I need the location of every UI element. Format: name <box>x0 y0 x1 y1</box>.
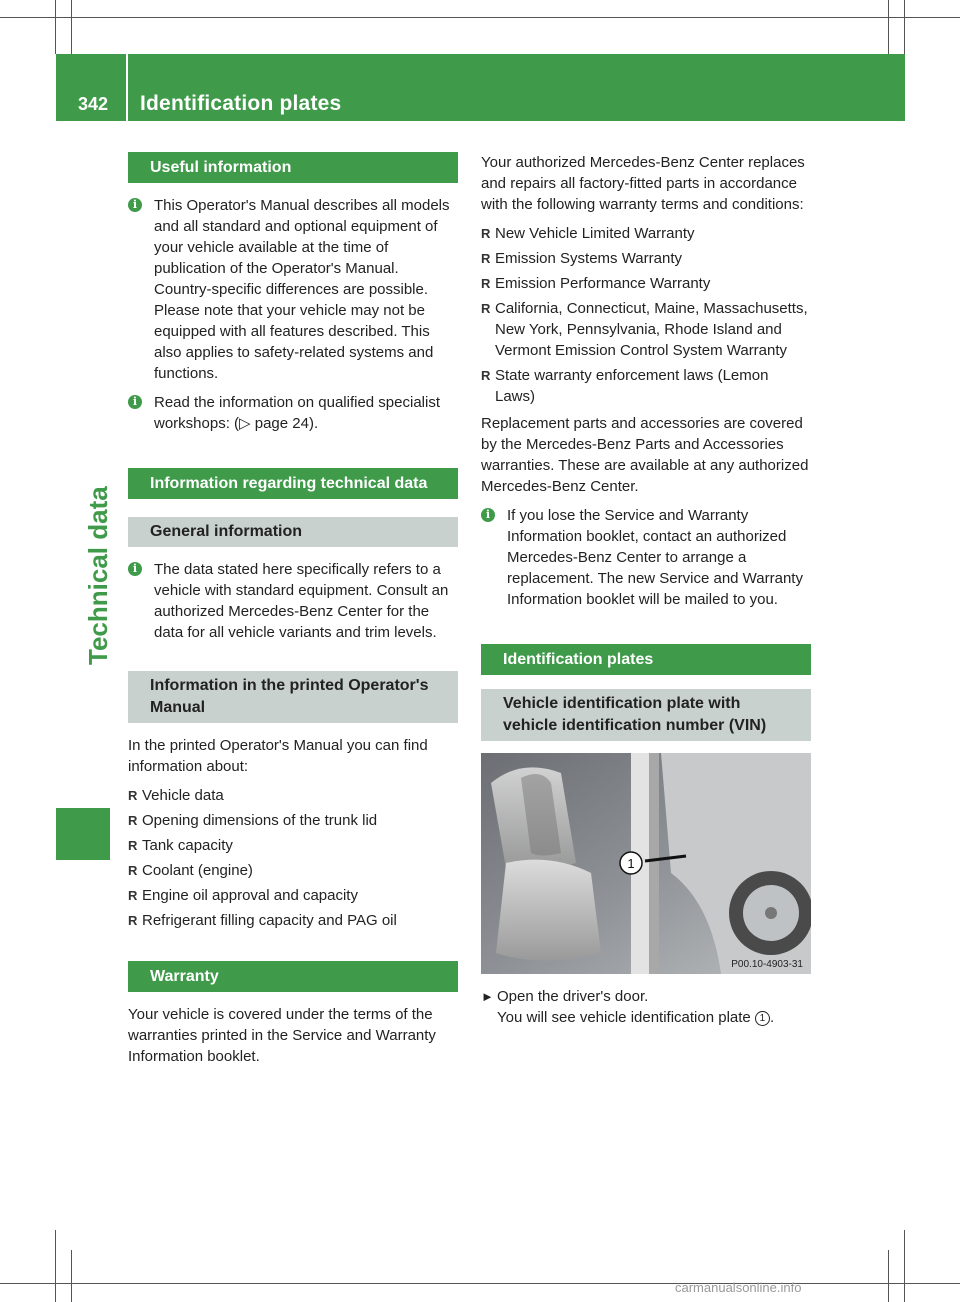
instruction-step <box>481 986 811 1028</box>
info-text <box>142 392 458 434</box>
list-item: R Opening dimensions of the trunk lid <box>128 810 458 831</box>
right-column <box>481 152 811 1028</box>
page-reference-arrow-icon: ▷ <box>239 415 251 432</box>
info-icon: i <box>128 562 142 576</box>
section-heading-useful-info: Useful information <box>128 152 458 183</box>
crop-mark <box>888 0 889 54</box>
list-item: R Emission Performance Warranty <box>481 273 811 294</box>
paragraph: Your authorized Mercedes-Benz Center replaces and repairs all factory-fitted parts in accordance with the following warranty terms and conditions: <box>481 154 805 213</box>
subheading-vin-plate: Vehicle identification plate with vehicle identification number (VIN) <box>481 689 811 741</box>
subheading-printed-manual: Information in the printed Operator's Manual <box>128 671 458 723</box>
result-text-suffix: . <box>769 1009 775 1026</box>
bullet-list <box>128 785 458 931</box>
info-note <box>128 392 458 434</box>
page-title: Identification plates <box>140 92 342 115</box>
info-note <box>128 195 458 384</box>
side-tab-marker <box>56 808 110 860</box>
info-text: The data stated here specifically refers to a vehicle with standard equipment. Consult an authorized Mercedes-Benz Center for the data for all vehicle variants and trim levels. <box>154 561 449 641</box>
list-item: R Engine oil approval and capacity <box>128 885 458 906</box>
list-item: R Vehicle data <box>128 785 458 806</box>
paragraph: In the printed Operator's Manual you can find information about: <box>128 737 428 775</box>
list-item: R Coolant (engine) <box>128 860 458 881</box>
info-text: If you lose the Service and Warranty Information booklet, contact an authorized Mercedes-Benz Center to arrange a replacement. The new Service and Warranty Information booklet will be mailed to you. <box>507 507 803 608</box>
subheading-general-information: General information <box>128 517 458 547</box>
list-item: R Emission Systems Warranty <box>481 248 811 269</box>
list-item: R State warranty enforcement laws (Lemon Laws) <box>481 365 811 407</box>
crop-mark <box>904 1230 905 1302</box>
result-text <box>497 1009 774 1026</box>
info-icon: i <box>481 508 495 522</box>
section-heading-warranty: Warranty <box>128 961 458 992</box>
bullet-list <box>481 223 811 407</box>
section-heading-technical-data: Information regarding technical data <box>128 468 458 499</box>
crop-mark <box>0 1283 960 1284</box>
image-code: P00.10-4903-31 <box>731 959 803 970</box>
list-item: R Tank capacity <box>128 835 458 856</box>
list-item: R Refrigerant filling capacity and PAG oil <box>128 910 458 931</box>
info-icon: i <box>128 395 142 409</box>
info-text-prefix: Read the information on qualified specialist workshops: ( <box>154 394 441 432</box>
result-text-prefix: You will see vehicle identification plate <box>497 1009 755 1026</box>
page-header <box>56 54 905 121</box>
side-tab-label: Technical data <box>83 486 113 665</box>
step-arrow-icon: ► <box>481 989 494 1004</box>
page-number: 342 <box>78 94 109 114</box>
callout-reference: 1 <box>755 1011 770 1026</box>
car-door-photo <box>481 753 811 974</box>
info-note <box>128 559 458 643</box>
list-item: R New Vehicle Limited Warranty <box>481 223 811 244</box>
list-item: R California, Connecticut, Maine, Massachusetts, New York, Pennsylvania, Rhode Island and Vermont Emission Control System Warranty <box>481 298 811 361</box>
watermark: carmanualsonline.info <box>675 1280 802 1295</box>
crop-mark <box>904 0 905 54</box>
page-reference-link[interactable]: page 24). <box>250 415 319 432</box>
paragraph: Your vehicle is covered under the terms of the warranties printed in the Service and Warranty Information booklet. <box>128 1006 436 1065</box>
info-icon: i <box>128 198 142 212</box>
crop-mark <box>888 1250 889 1302</box>
callout-number: 1 <box>627 856 635 871</box>
crop-mark <box>55 0 56 54</box>
crop-mark <box>55 1230 56 1302</box>
info-note <box>481 505 811 610</box>
header-separator <box>126 54 128 121</box>
section-heading-identification-plates: Identification plates <box>481 644 811 675</box>
paragraph: Replacement parts and accessories are covered by the Mercedes-Benz Parts and Accessories warranties. These are available at any authorized Mercedes-Benz Center. <box>481 415 809 495</box>
crop-mark <box>71 0 72 54</box>
left-column <box>128 152 458 1075</box>
info-text: This Operator's Manual describes all models and all standard and optional equipment of your vehicle available at the time of publication of the Operator's Manual. Country-specific differences are possible. Please note that your vehicle may not be equipped with all features described. This also applies to safety-related systems and functions. <box>154 197 450 382</box>
step-text: Open the driver's door. <box>497 988 649 1005</box>
crop-mark <box>0 17 960 18</box>
crop-mark <box>71 1250 72 1302</box>
